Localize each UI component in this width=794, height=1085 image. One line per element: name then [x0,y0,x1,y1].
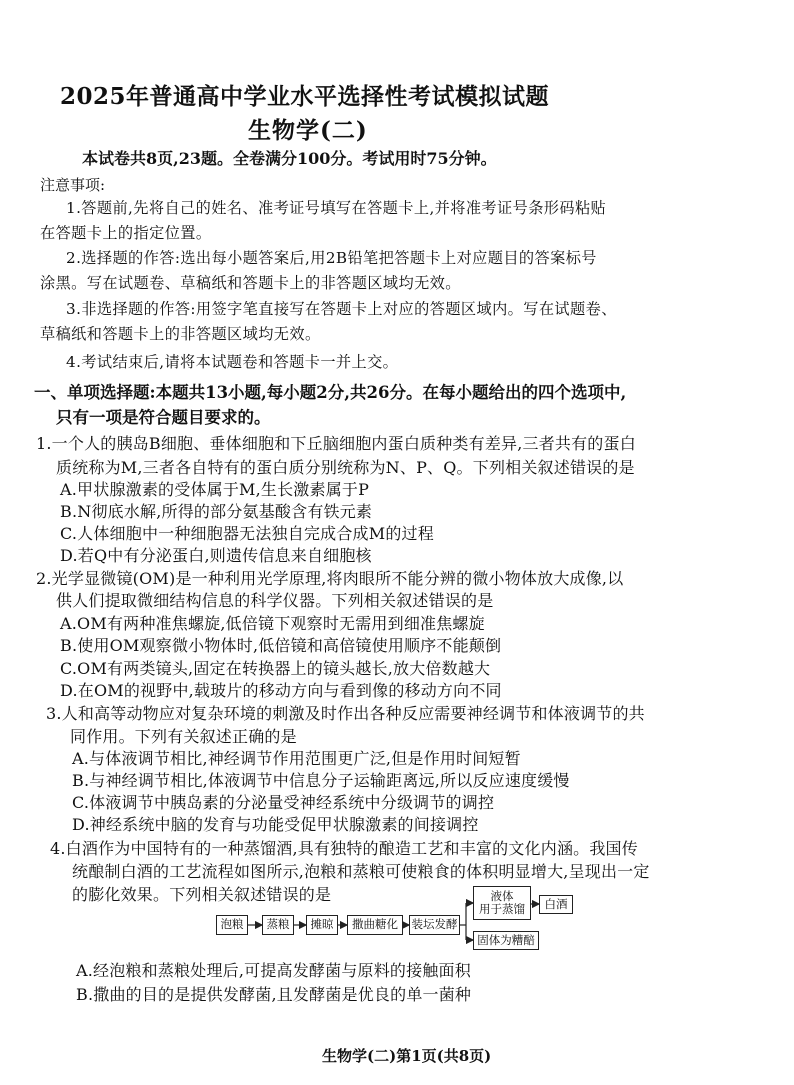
note-line: 2.选择题的作答:选出每小题答案后,用2B铅笔把答题卡上对应题目的答案标号 [66,249,597,267]
note-line: 草稿纸和答题卡上的非答题区域均无效。 [40,325,321,343]
flow-step-soak: 泡粮 [216,915,248,935]
page-footer: 生物学(二)第1页(共8页) [322,1047,492,1065]
section-heading-cont: 只有一项是符合题目要求的。 [56,408,271,427]
flow-step-saccharify: 撒曲糖化 [347,915,403,935]
question-2-stem: 2.光学显微镜(OM)是一种利用光学原理,将肉眼所不能分辨的微小物体放大成像,以 [36,569,624,588]
notes-heading: 注意事项: [40,176,106,194]
question-4-stem: 的膨化效果。下列相关叙述错误的是 [72,885,332,904]
note-line: 在答题卡上的指定位置。 [40,224,212,242]
question-4-stem: 统酿制白酒的工艺流程如图所示,泡粮和蒸粮可使粮食的体积明显增大,呈现出一定 [72,862,650,881]
question-1-option-c: C.人体细胞中一种细胞器无法独自完成合成M的过程 [60,524,434,543]
flow-step-ferment: 装坛发酵 [409,915,460,935]
question-4-option-b: B.撒曲的目的是提供发酵菌,且发酵菌是优良的单一菌种 [76,985,472,1004]
question-3-option-c: C.体液调节中胰岛素的分泌量受神经系统中分级调节的调控 [72,793,495,812]
question-3-option-d: D.神经系统中脑的发育与功能受促甲状腺激素的间接调控 [72,815,479,834]
question-1-stem: 质统称为M,三者各自特有的蛋白质分别统称为N、P、Q。下列相关叙述错误的是 [56,458,635,477]
question-3-stem: 同作用。下列有关叙述正确的是 [70,727,297,746]
note-line: 1.答题前,先将自己的姓名、准考证号填写在答题卡上,并将准考证号条形码粘贴 [66,199,607,217]
question-1-stem: 1.一个人的胰岛B细胞、垂体细胞和下丘脑细胞内蛋白质种类有差异,三者共有的蛋白 [36,434,636,453]
flow-baijiu-box: 白酒 [539,895,573,914]
question-4-stem: 4.白酒作为中国特有的一种蒸馏酒,具有独特的酿造工艺和丰富的文化内涵。我国传 [50,839,638,858]
question-2-option-a: A.OM有两种准焦螺旋,低倍镜下观察时无需用到细准焦螺旋 [60,614,485,633]
note-line: 涂黑。写在试题卷、草稿纸和答题卡上的非答题区域均无效。 [40,274,461,292]
question-2-option-d: D.在OM的视野中,载玻片的移动方向与看到像的移动方向不同 [60,681,502,700]
flow-step-cool: 摊晾 [306,915,338,935]
question-3-option-a: A.与体液调节相比,神经调节作用范围更广泛,但是作用时间短暂 [72,749,521,768]
question-1-option-b: B.N彻底水解,所得的部分氨基酸含有铁元素 [60,502,373,521]
question-2-stem: 供人们提取微细结构信息的科学仪器。下列相关叙述错误的是 [56,591,494,610]
flow-solid-box: 固体为糟醅 [473,931,539,950]
question-1-option-a: A.甲状腺激素的受体属于M,生长激素属于P [60,480,370,499]
exam-info: 本试卷共8页,23题。全卷满分100分。考试用时75分钟。 [82,149,497,168]
section-heading: 一、单项选择题:本题共13小题,每小题2分,共26分。在每小题给出的四个选项中, [34,383,627,402]
exam-title: 2025年普通高中学业水平选择性考试模拟试题 [60,83,550,110]
flow-liquid-box [473,886,531,920]
note-line: 3.非选择题的作答:用签字笔直接写在答题卡上对应的答题区域内。写在试题卷、 [66,300,617,318]
question-4-option-a: A.经泡粮和蒸粮处理后,可提高发酵菌与原料的接触面积 [76,961,471,980]
question-3-stem: 3.人和高等动物应对复杂环境的刺激及时作出各种反应需要神经调节和体液调节的共 [46,704,645,723]
question-3-option-b: B.与神经调节相比,体液调节中信息分子运输距离远,所以反应速度缓慢 [72,771,570,790]
subject-title: 生物学(二) [248,117,368,144]
flow-step-steam: 蒸粮 [262,915,294,935]
flow-liquid-label: 液体 [490,888,514,903]
question-2-option-b: B.使用OM观察微小物体时,低倍镜和高倍镜使用顺序不能颠倒 [60,636,502,655]
flow-distill-label: 用于蒸馏 [479,902,525,916]
question-2-option-c: C.OM有两类镜头,固定在转换器上的镜头越长,放大倍数越大 [60,659,491,678]
note-line: 4.考试结束后,请将本试题卷和答题卡一并上交。 [66,353,399,371]
question-1-option-d: D.若Q中有分泌蛋白,则遗传信息来自细胞核 [60,546,372,565]
